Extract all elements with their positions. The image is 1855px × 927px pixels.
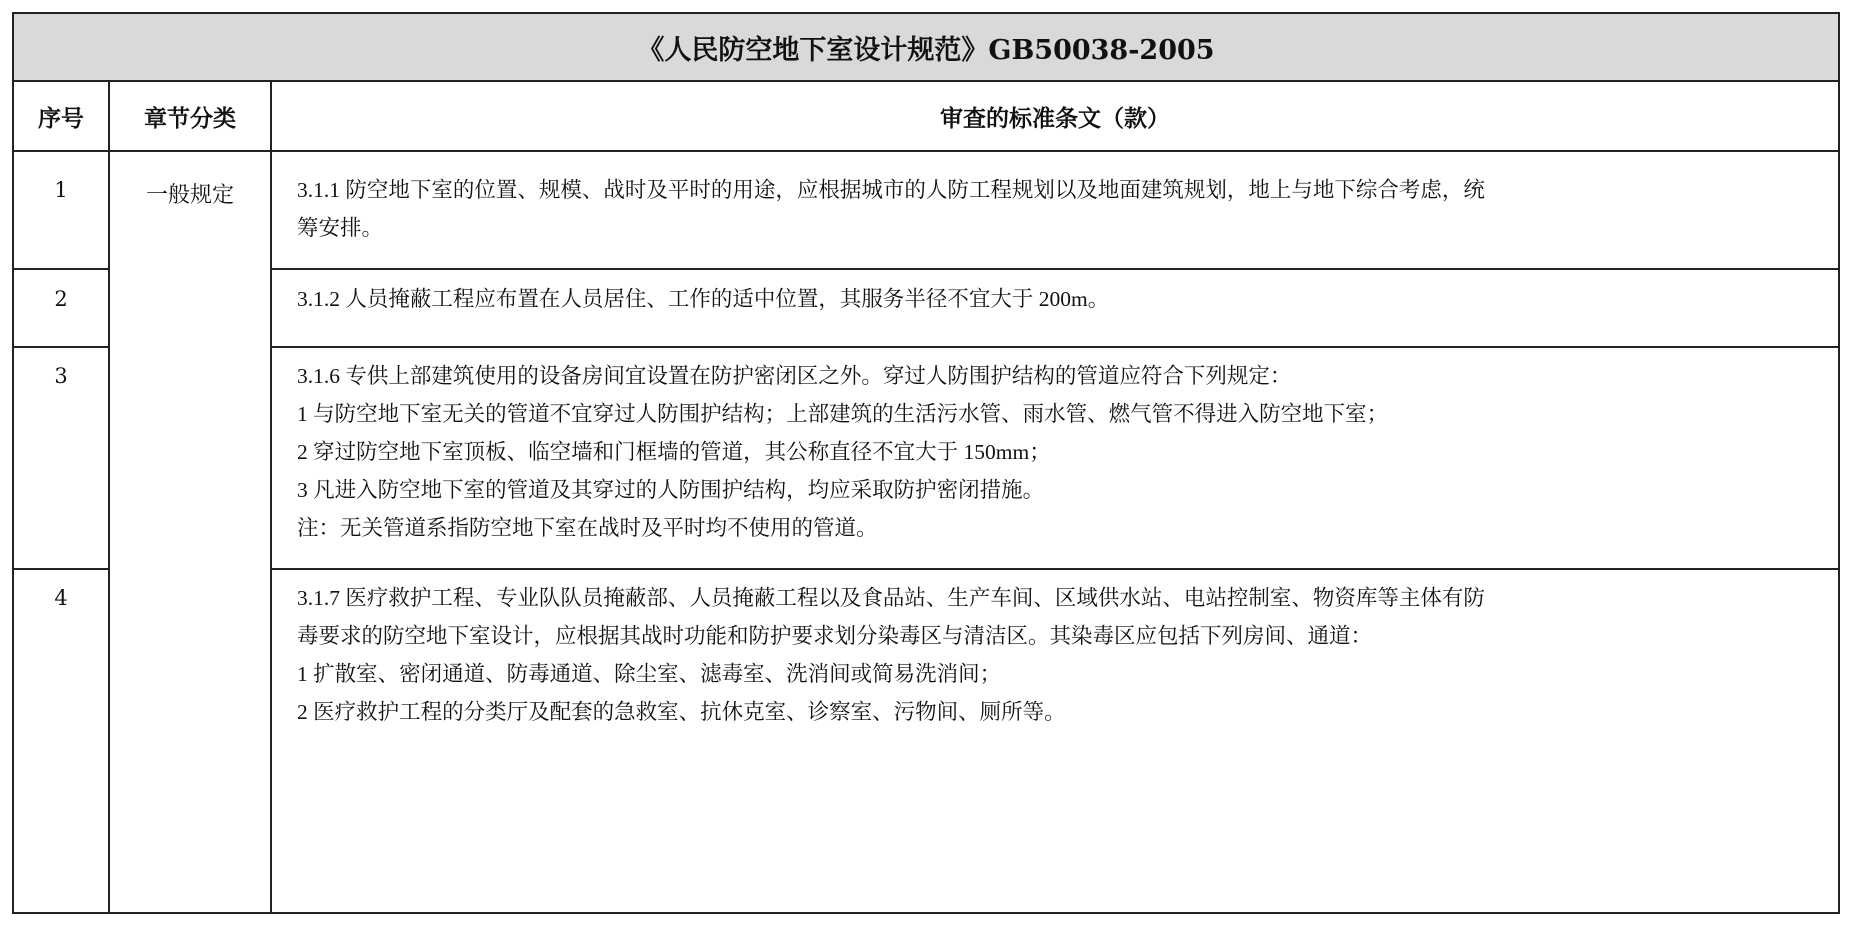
header-category: 章节分类 (110, 82, 270, 152)
grid-line (270, 82, 272, 914)
clause-line: 3.1.2 人员掩蔽工程应布置在人员居住、工作的适中位置，其服务半径不宜大于 200m。 (297, 287, 1110, 311)
clause-line: 3 凡进入防空地下室的管道及其穿过的人防围护结构，均应采取防护密闭措施。 (297, 478, 1045, 502)
row-divider (14, 346, 108, 348)
row-num: 3 (54, 364, 68, 388)
category-label: 一般规定 (145, 183, 234, 208)
header-num: 序号 (14, 82, 108, 152)
clause-line: 3.1.1 防空地下室的位置、规模、战时及平时的用途，应根据城市的人防工程规划以及地面建筑规划，地上与地下综合考虑，统 (297, 178, 1485, 202)
row-num: 1 (54, 178, 68, 202)
standards-table (12, 12, 1840, 914)
row-num: 4 (54, 586, 68, 610)
clause-line: 注：无关管道系指防空地下室在战时及平时均不使用的管道。 (297, 516, 878, 540)
clause-line: 3.1.6 专供上部建筑使用的设备房间宜设置在防护密闭区之外。穿过人防围护结构的管道应符合下列规定： (297, 364, 1292, 388)
row-divider (14, 568, 108, 570)
clause-line: 1 与防空地下室无关的管道不宜穿过人防围护结构；上部建筑的生活污水管、雨水管、燃气管不得进入防空地下室； (297, 402, 1389, 426)
row-divider (272, 268, 1838, 270)
row-divider (272, 346, 1838, 348)
clause-text (297, 280, 1822, 318)
clause-line: 毒要求的防空地下室设计，应根据其战时功能和防护要求划分染毒区与清洁区。其染毒区应包括下列房间、通道： (297, 624, 1373, 648)
row-divider (272, 568, 1838, 570)
clause-text (297, 357, 1822, 547)
clause-line: 2 穿过防空地下室顶板、临空墙和门框墙的管道，其公称直径不宜大于 150mm； (297, 440, 1051, 464)
row-divider (14, 268, 108, 270)
clause-line: 筹安排。 (297, 216, 384, 240)
row-num: 2 (54, 287, 68, 311)
clause-text (297, 171, 1822, 247)
clause-line: 1 扩散室、密闭通道、防毒通道、除尘室、滤毒室、洗消间或简易洗消间； (297, 662, 1002, 686)
clause-line: 3.1.7 医疗救护工程、专业队队员掩蔽部、人员掩蔽工程以及食品站、生产车间、区域供水站、电站控制室、物资库等主体有防 (297, 586, 1485, 610)
clause-line: 2 医疗救护工程的分类厅及配套的急救室、抗休克室、诊察室、污物间、厕所等。 (297, 700, 1066, 724)
header-clause: 审查的标准条文（款） (272, 82, 1838, 152)
clause-text (297, 579, 1822, 731)
table-title: 《人民防空地下室设计规范》GB50038-2005 (14, 14, 1838, 82)
